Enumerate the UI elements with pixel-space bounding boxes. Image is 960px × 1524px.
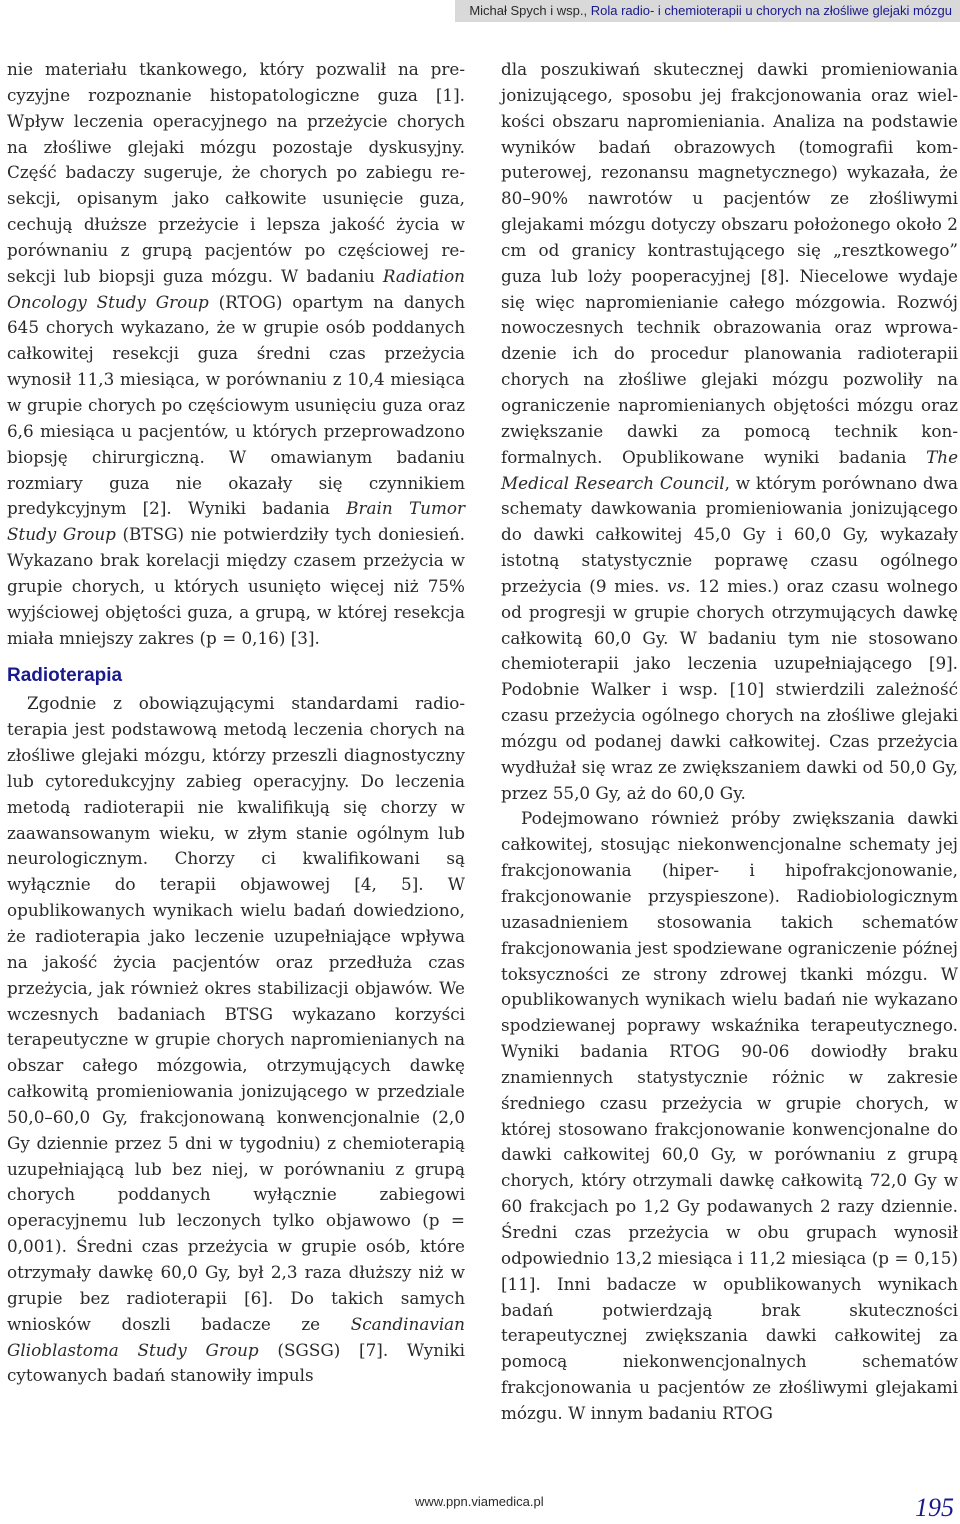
italic-run: Radiation Oncology Study Group (7, 265, 465, 312)
running-header (455, 0, 960, 22)
italic-run: Scandinavian Glioblastoma Study Group (7, 1313, 465, 1360)
right-paragraph-1 (501, 57, 958, 806)
text-run: (BTSG) nie potwierdziły tych doniesień. Wykazano brak korelacji między czasem przeżycia w grupie chorych, u których usunięto więcej niż 75% wyjściowej objętości guza, a grupą, w której resekcja miała mniejszy zakres (p = 0,16) [3]. (7, 524, 465, 648)
right-paragraph-2: Podejmowano również próby zwiększania dawki całkowitej, stosując niekonwencjonalne schematy jej frakcjonowania (hiper- i hipofrakcjonowanie, frakcjonowanie przyspieszone). Radiobiologicznym uzasadnieniem stosowania takich schematów frakcjonowania jest spodziewane ograniczenie późnej toksyczności ze strony zdrowej tkanki mózgu. W opublikowanych wynikach wielu badań nie wykazano spodziewanej poprawy wskaźnika terapeutycznego. Wyniki badania RTOG 90-06 dowiodły braku znamiennych statystycznie różnic w zakresie średniego czasu przeżycia w grupie chorych, w której stosowano frakcjonowanie konwencjonalne do dawki całkowitej 60,0 Gy, w porównaniu z grupą chorych, który otrzymali dawkę całkowitą 72,0 Gy w 60 frakcjach po 1,2 Gy podawanych 2 razy dziennie. Średni czas przeżycia w obu grupach wynosił odpowiednio 13,2 miesiąca i 11,2 miesiąca (p = 0,15) [11]. Inni badacze w opublikowanych wynikach badań potwierdzają brak skuteczności terapeutycznej zwiększania dawki całkowitej za pomocą niekonwencjonalnych schematów frakcjonowania u pacjentów ze złośliwymi glejakami mózgu. W innym badaniu RTOG (501, 808, 958, 1423)
text-run: (SGSG) [7]. Wyniki cytowanych badań stanowiły impuls (7, 1339, 465, 1386)
text-run: 12 mies.) oraz czasu wolnego od progresji w grupie chorych otrzymujących dawkę całkowitą 60,0 Gy. W badaniu tym nie stosowano chemioterapii jako leczenia uzupełniającego [9]. Podobnie Walker i wsp. [10] stwierdzili zależność czasu przeżycia ogólnego chorych na złośliwe glejaki mózgu od podanej dawki całkowitej. Czas przeżycia wydłużał się wraz ze zwiększaniem dawki od 50,0 Gy, przez 55,0 Gy, aż do 60,0 Gy. (501, 575, 958, 803)
header-article-title: Rola radio- i chemioterapii u chorych na złośliwe glejaki mózgu (590, 3, 952, 18)
italic-run: The Medical Research Council (501, 446, 958, 493)
text-run: , w którym porównano dwa schematy dawkowania promieniowania jonizującego do dawki całkowitej 45,0 Gy i 60,0 Gy, wykazały istotną statystycznie poprawę czasu ogólnego przeżycia (9 mies. (501, 472, 958, 596)
italic-run: vs. (667, 575, 691, 596)
text-run: dla poszukiwań skutecznej dawki promieniowania jonizującego, sposobu jej frakcjonowania oraz wielkości obszaru napromieniania. Analiza na podstawie wyników badań obrazowych (tomografii komputerowej, rezonansu magnetycznego) wykazała, że 80–90% nawrotów u pacjentów ze złośliwymi glejakami mózgu dotyczy obszaru położonego około 2 cm od granicy kontrastującego się „resztkowego” guza lub loży pooperacyjnej [8]. Niecelowe wydaje się więc napromienianie całego mózgowia. Rozwój nowoczesnych technik obrazowania oraz wprowadzenie ich do procedur planowania radioterapii chorych na złośliwe glejaki mózgu pozwoliły na ograniczenie napromienianych objętości mózgu oraz zwiększanie dawki za pomocą technik konformalnych. Opublikowane wyniki badania (501, 59, 958, 467)
text-run: (RTOG) opartym na danych 645 chorych wykazano, że w grupie osób poddanych całkowitej resekcji guza średni czas przeżycia wynosił 11,3 miesiąca, w porównaniu z 10,4 miesiąca w grupie chorych po częściowym usunięciu guza oraz 6,6 miesiąca u pacjentów, u których przeprowadzono biopsję chirurgiczną. W omawianym badaniu rozmiary guza nie okazały się czynnikiem predykcyjnym [2]. Wyniki badania (7, 291, 465, 519)
left-paragraph-2 (7, 691, 465, 1389)
text-run: Zgodnie z obowiązującymi standardami radioterapia jest podstawową metodą leczenia chorych na złośliwe glejaki mózgu, którzy przeszli diagnostyczny lub cytoredukcyjny zabieg operacyjny. Do leczenia metodą radioterapii nie kwalifikują się chorzy w zaawansowanym wieku, w złym stanie ogólnym lub neurologicznym. Chorzy ci kwalifikowani są wyłącznie do terapii objawowej [4, 5]. W opublikowanych wynikach wielu badań dowiedziono, że radioterapia jako leczenie uzupełniające wpływa na jakość życia pacjentów oraz przedłuża czas przeżycia, jak również okres stabilizacji objawów. We wczesnych badaniach BTSG wykazano korzyści terapeutyczne w grupie chorych napromienianych na obszar całego mózgowia, otrzymujących dawkę całkowitą promieniowania jonizującego w przedziale 50,0–60,0 Gy, frakcjonowaną konwencjonalnie (2,0 Gy dziennie przez 5 dni w tygodniu) z chemioterapią uzupełniającą lub bez niej, w porównaniu z grupą chorych poddanych wyłącznie zabiegowi operacyjnemu lub leczonych tylko objawowo (p = 0,001). Średni czas przeżycia w grupie osób, które otrzymały dawkę 60,0 Gy, był 2,3 raza dłuższy niż w grupie bez radioterapii [6]. Do takich samych wniosków doszli badacze ze (7, 693, 465, 1334)
left-column (7, 57, 465, 1389)
left-paragraph-1 (7, 57, 465, 651)
italic-run: Brain Tumor Study Group (7, 498, 465, 545)
text-run: nie materiału tkankowego, który pozwalił na precyzyjne rozpoznanie histopatologiczne guza [1]. Wpływ leczenia operacyjnego na przeżycie chorych na złośliwe glejaki mózgu pozostaje dyskusyjny. Część badaczy sugeruje, że chorych po zabiegu resekcji, opisanym jako całkowite usunięcie guza, cechują dłuższe przeżycie i lepsza jakość życia w porównaniu z grupą pacjentów po częściowej resekcji lub biopsji guza mózgu. W badaniu (7, 59, 465, 286)
section-heading-radioterapia: Radioterapia (7, 665, 123, 687)
header-authors: Michał Spych i wsp., (469, 3, 588, 18)
page-number: 195 (915, 1493, 954, 1522)
footer-url: www.ppn.viamedica.pl (415, 1494, 544, 1509)
right-column (501, 57, 958, 1427)
